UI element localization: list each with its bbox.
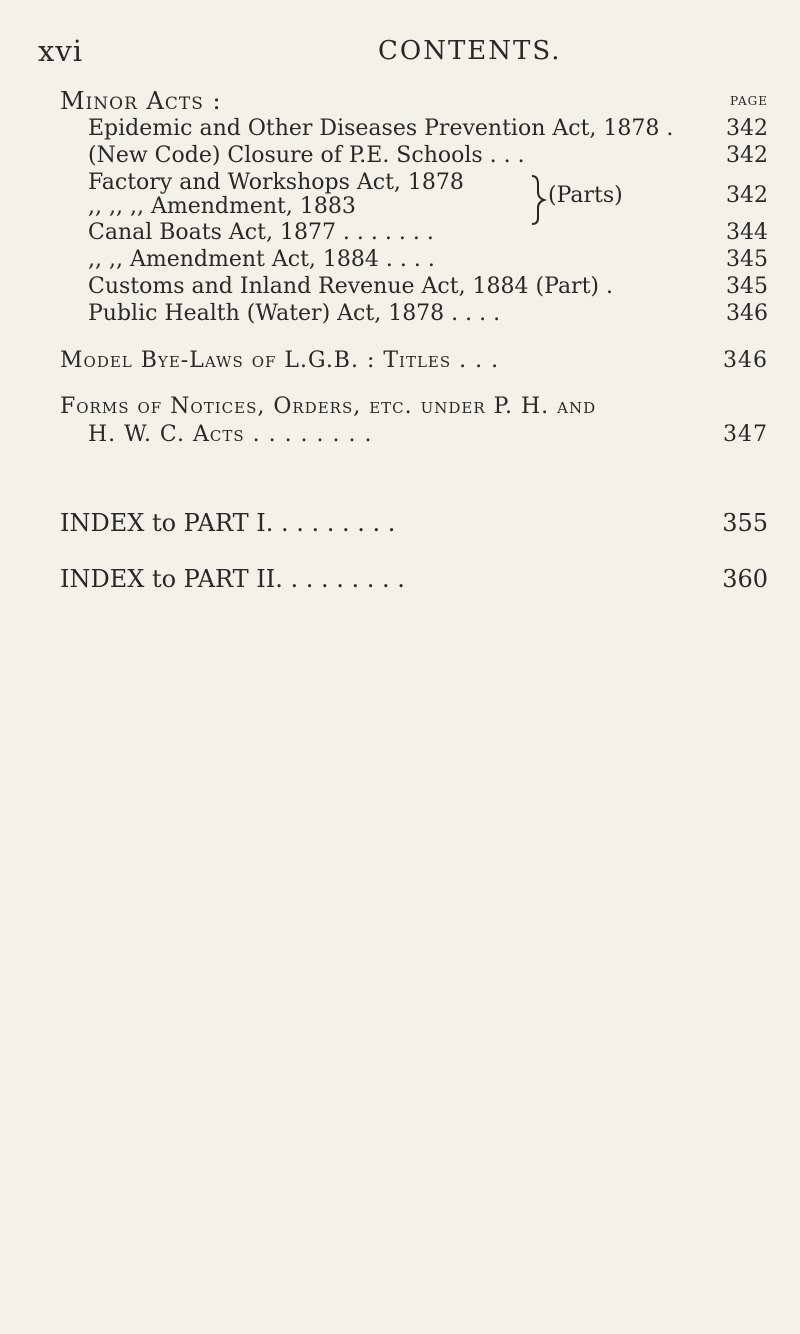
index-part-2: INDEX to PART II. . . . . . . . . 360 [60,565,768,593]
toc-entry: Epidemic and Other Diseases Prevention Act, 1878 . 342 [88,116,768,141]
page-ref: 344 [726,220,768,245]
page-ref: 345 [726,274,768,299]
section-heading-minor-acts [60,88,768,114]
toc-entry: Customs and Inland Revenue Act, 1884 (Part) . 345 [88,274,768,299]
section-title: Minor Acts : [60,87,222,115]
toc-entry: (New Code) Closure of P.E. Schools . . . 342 [88,143,768,168]
toc-entry: ,, ,, ,, Amendment, 1883 [88,194,356,219]
toc-entry-group-label: (Parts) 342 [548,183,768,208]
index-part-1: INDEX to PART I. . . . . . . . . 355 [60,509,768,537]
page-title: CONTENTS. [378,36,562,66]
toc-entry: Factory and Workshops Act, 1878 [88,170,464,195]
section-heading-forms: Forms of Notices, Orders, etc. under P. H. and [60,394,597,419]
page-ref: 342 [726,116,768,141]
page-ref: 355 [722,509,768,537]
page-ref: 346 [726,301,768,326]
page-header [38,34,740,74]
page-ref: 347 [723,422,768,447]
page-column-label: PAGE [730,94,768,108]
page-number-roman: xvi [38,34,84,68]
toc-entry: ,, ,, Amendment Act, 1884 . . . . 345 [88,247,768,272]
page-ref: 342 [726,183,768,208]
section-heading-model-bye-laws: Model Bye-Laws of L.G.B. : Titles . . . 346 [60,348,768,373]
page-ref: 345 [726,247,768,272]
page-ref: 342 [726,143,768,168]
page-ref: 346 [723,348,768,373]
toc-entry: Canal Boats Act, 1877 . . . . . . . 344 [88,220,768,245]
page-ref: 360 [722,565,768,593]
section-heading-forms-cont: H. W. C. Acts . . . . . . . . 347 [88,422,768,447]
toc-entry: Public Health (Water) Act, 1878 . . . . 346 [88,301,768,326]
